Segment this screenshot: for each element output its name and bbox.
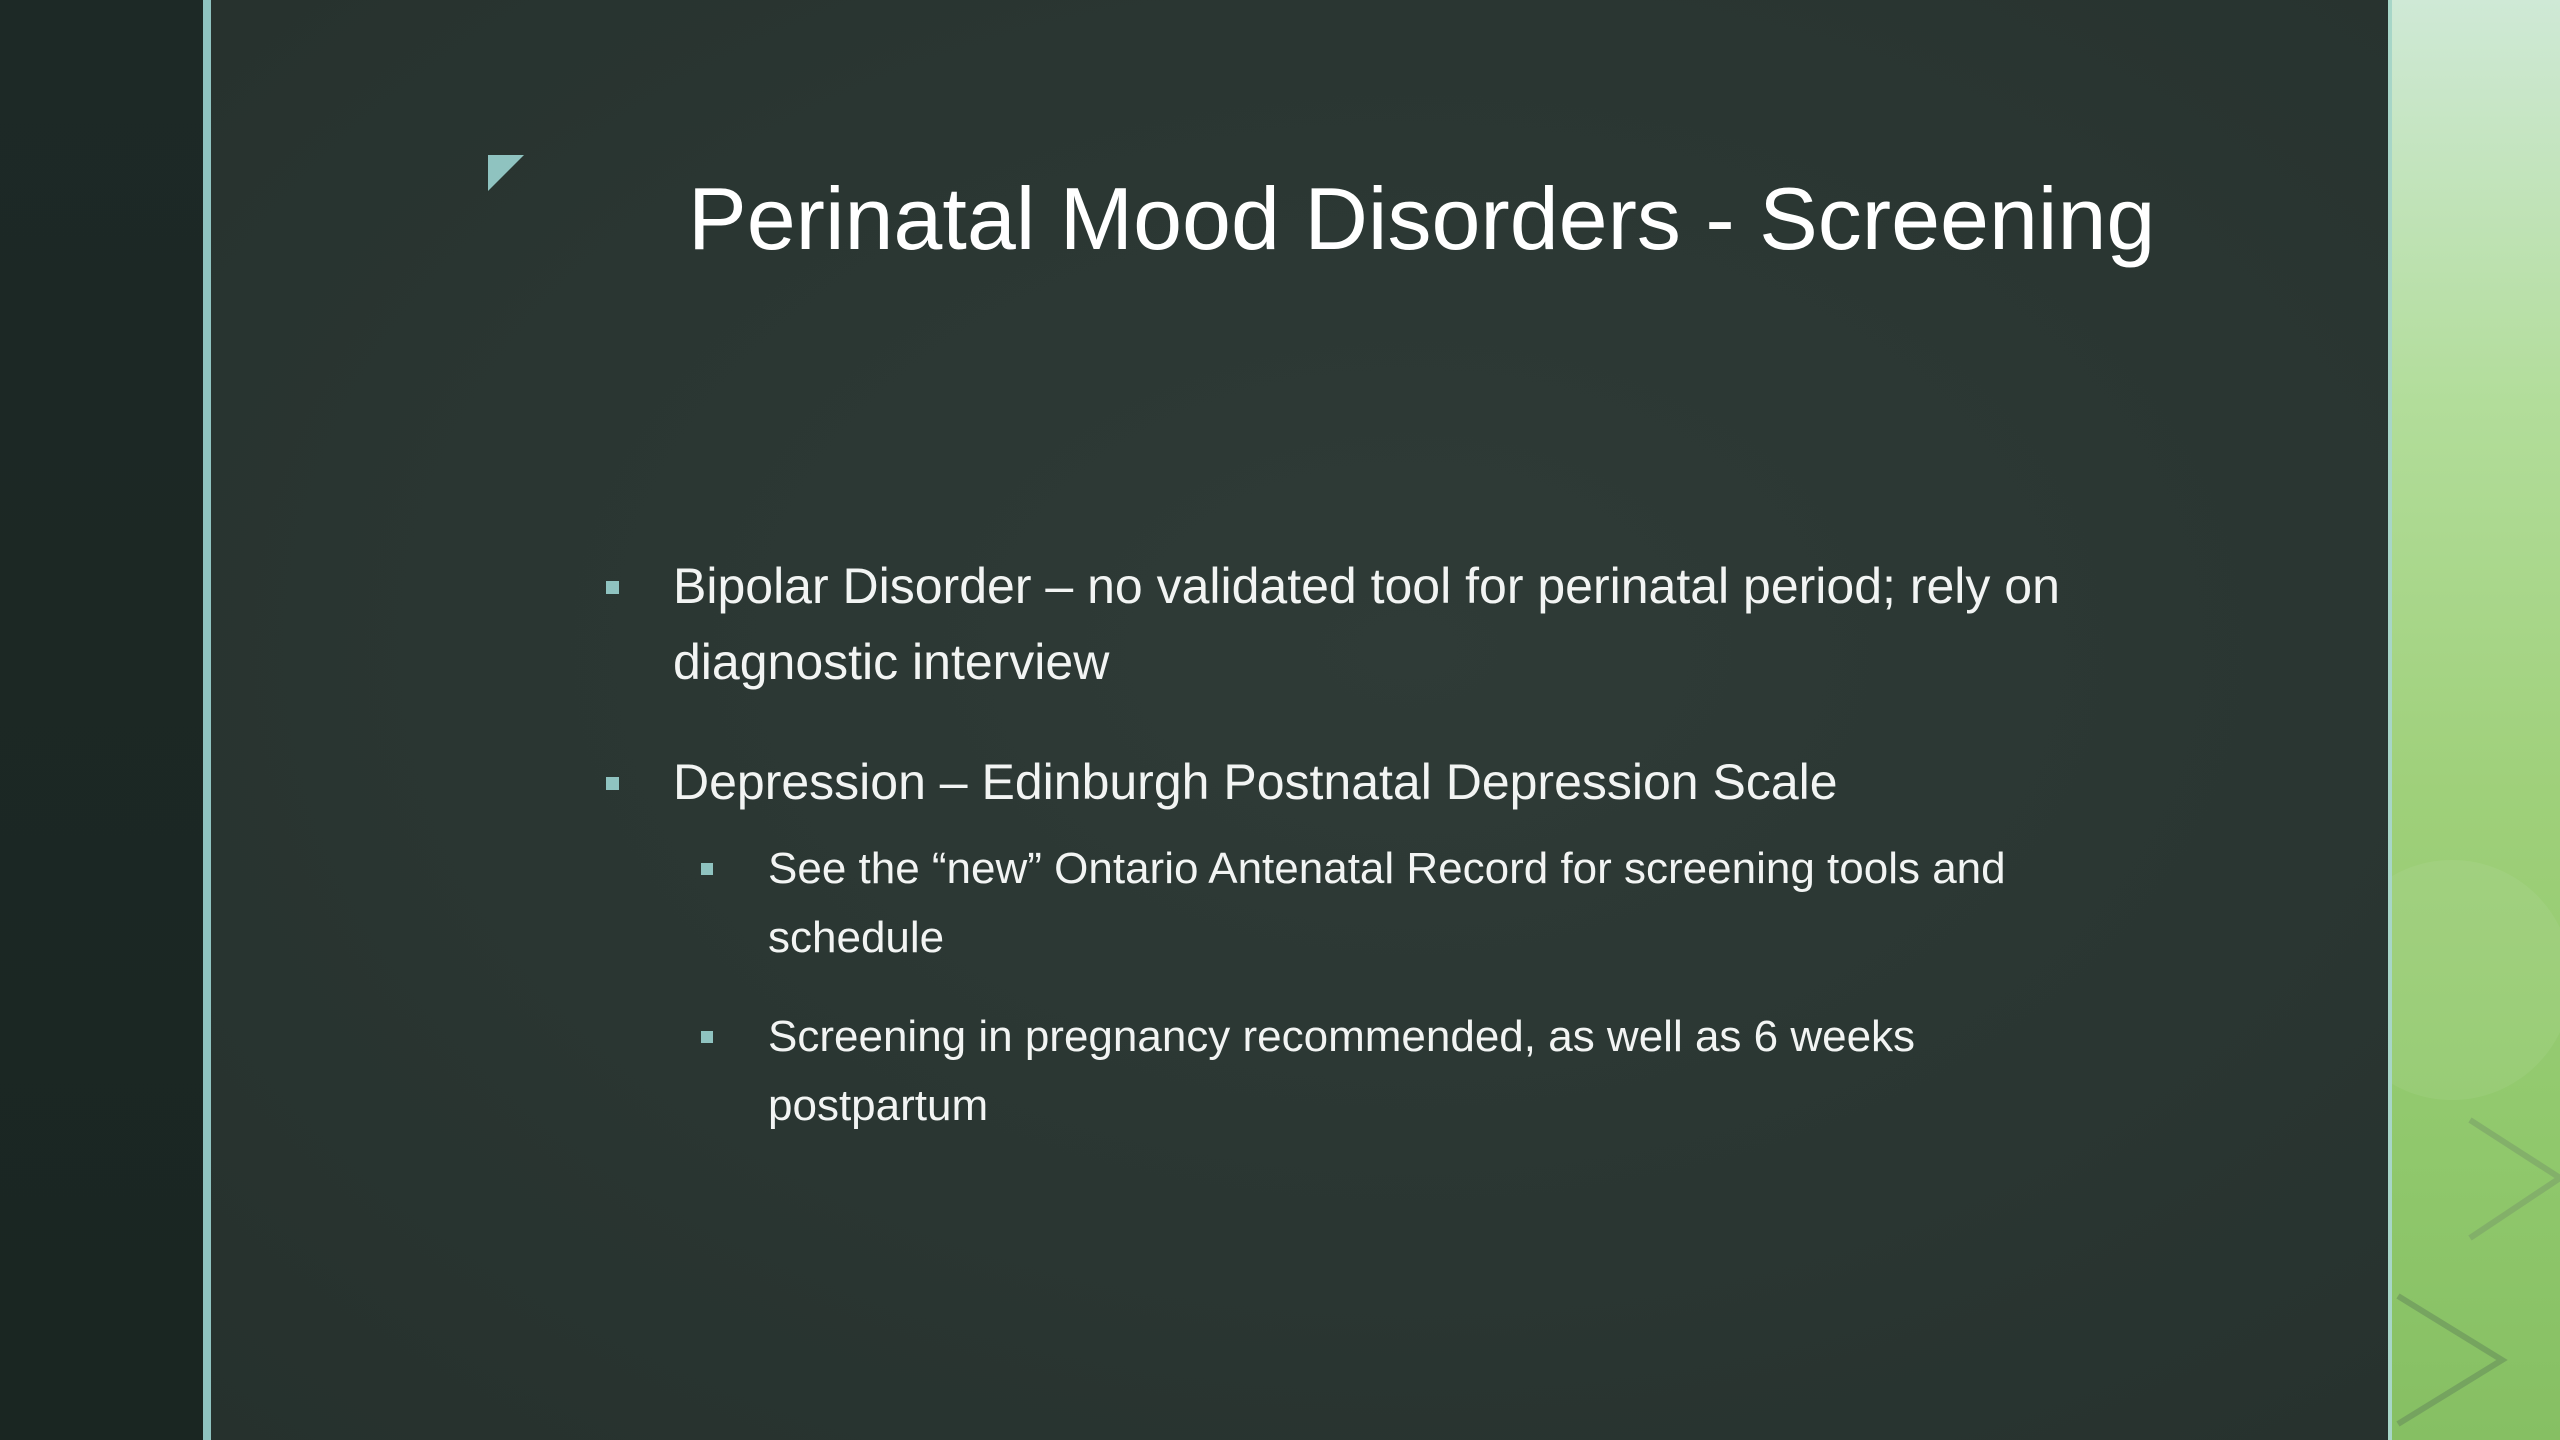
right-green-panel <box>2392 0 2560 1440</box>
sub-bullet-list <box>600 834 2200 1140</box>
sub-bullet-text: Screening in pregnancy recommended, as well as 6 weeks postpartum <box>768 1012 1916 1130</box>
chevron-decoration-icon <box>2392 0 2560 1440</box>
bullet-text: Depression – Edinburgh Postnatal Depression Scale <box>673 754 1838 810</box>
bullet-text: Bipolar Disorder – no validated tool for perinatal period; rely on diagnostic interview <box>673 558 2060 690</box>
square-bullet-icon <box>606 581 619 594</box>
square-bullet-icon <box>606 777 619 790</box>
square-bullet-icon <box>701 863 713 875</box>
slide-title: Perinatal Mood Disorders - Screening <box>688 169 2156 268</box>
sub-bullet-text: See the “new” Ontario Antenatal Record for screening tools and schedule <box>768 844 2006 962</box>
sub-bullet-item <box>695 1002 2118 1140</box>
corner-triangle-icon <box>488 155 524 191</box>
left-accent-line <box>203 0 211 1440</box>
bullet-item <box>600 744 2200 820</box>
sub-bullet-item <box>695 834 2118 972</box>
bullet-item <box>600 548 2200 700</box>
square-bullet-icon <box>701 1031 713 1043</box>
left-dark-band <box>0 0 203 1440</box>
slide-content <box>600 548 2200 1170</box>
